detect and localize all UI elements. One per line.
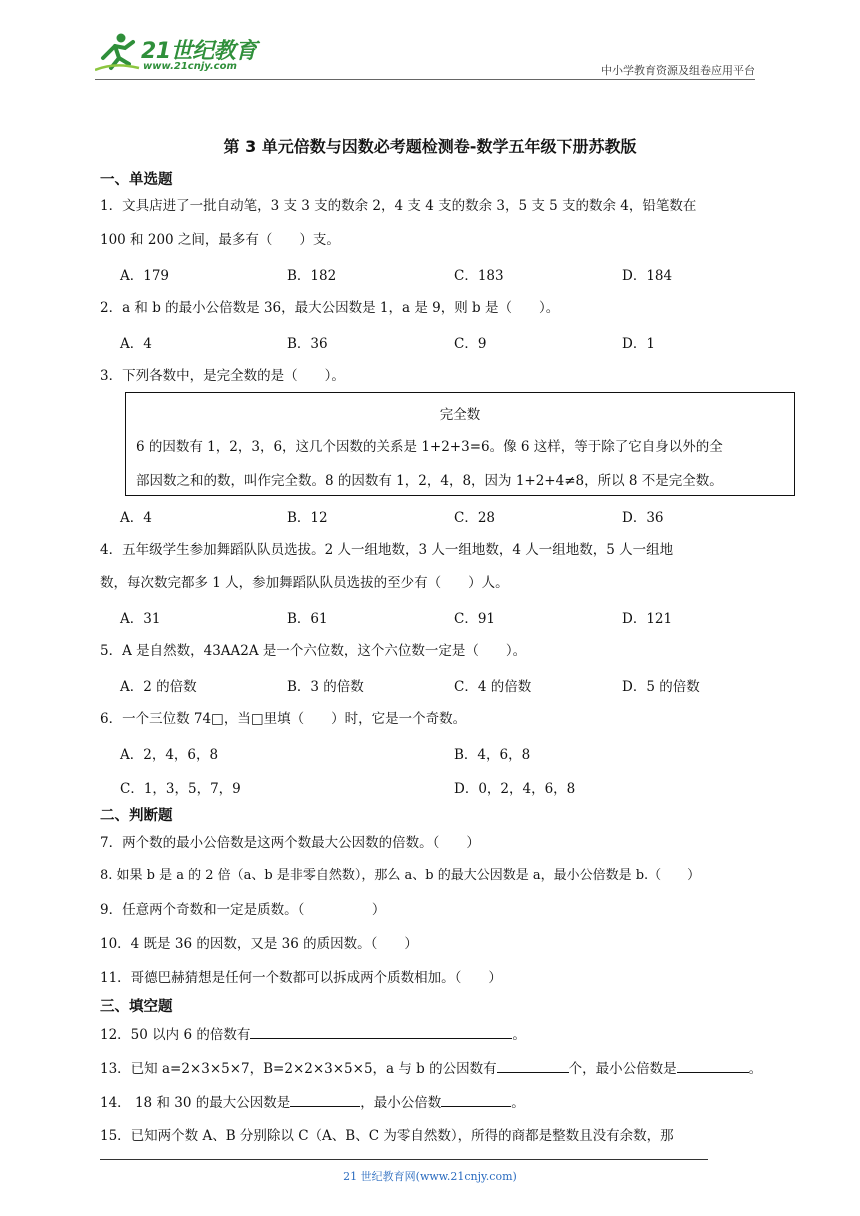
page-header (95, 30, 755, 80)
platform-name: 中小学教育资源及组卷应用平台 (601, 64, 755, 77)
question-14-end: 。 (511, 1095, 525, 1111)
info-box-title: 完全数 (439, 407, 481, 423)
question-7: 7．两个数的最小公倍数是这两个数最大公因数的倍数。（ ） (100, 835, 480, 851)
question-14-blank-2[interactable] (441, 1092, 511, 1107)
question-5-option-c[interactable]: C．4 的倍数 (454, 679, 532, 695)
question-13-text: 13．已知 a=2×3×5×7，B=2×2×3×5×5，a 与 b 的公因数有 (100, 1061, 497, 1077)
question-1-option-a[interactable]: A．179 (120, 268, 170, 284)
question-6-line-1: 6．一个三位数 74□，当□里填（ ）时，它是一个奇数。 (100, 711, 467, 727)
question-6-option-c[interactable]: C．1，3，5，7，9 (120, 781, 241, 797)
question-5-line-1: 5．A 是自然数，43AA2A 是一个六位数，这个六位数一定是（ ）。 (100, 643, 527, 659)
logo (95, 32, 265, 72)
question-8: 8. 如果 b 是 a 的 2 倍（a、b 是非零自然数），那么 a、b 的最大公因数是 a，最小公倍数是 b.（ ） (100, 868, 701, 883)
question-13-middle: 个，最小公倍数是 (568, 1061, 677, 1077)
question-12-blank[interactable] (250, 1024, 512, 1039)
logo-brand: 21世纪教育 (141, 39, 257, 64)
section-heading-fill-blank: 三、填空题 (100, 999, 173, 1015)
question-1-option-c[interactable]: C．183 (454, 268, 504, 284)
question-1-option-d[interactable]: D．184 (622, 268, 673, 284)
question-3-option-c[interactable]: C．28 (454, 510, 496, 526)
question-4-option-b[interactable]: B．61 (287, 611, 328, 627)
question-4-option-d[interactable]: D．121 (622, 611, 673, 627)
question-14 (100, 1092, 765, 1113)
question-1-line-2: 100 和 200 之间，最多有（ ）支。 (100, 232, 340, 248)
footer-divider (100, 1159, 708, 1160)
question-14-blank-1[interactable] (290, 1092, 360, 1107)
page-title: 第 3 单元倍数与因数必考题检测卷-数学五年级下册苏教版 (223, 137, 637, 156)
question-4-option-c[interactable]: C．91 (454, 611, 496, 627)
question-13-end: 。 (748, 1061, 763, 1077)
question-10: 10．4 既是 36 的因数，又是 36 的质因数。（ ） (100, 936, 418, 952)
question-14-middle: ，最小公倍数 (360, 1095, 442, 1111)
question-2-line-1: 2．a 和 b 的最小公倍数是 36，最大公因数是 1，a 是 9，则 b 是（ ）。 (100, 300, 560, 316)
info-box-line-1: 6 的因数有 1，2，3，6，这几个因数的关系是 1+2+3=6。像 6 这样，等于除了它自身以外的全 (136, 439, 723, 455)
runner-logo-icon (95, 32, 141, 72)
question-14-text: 14． 18 和 30 的最大公因数是 (100, 1095, 291, 1111)
question-1-option-b[interactable]: B．182 (287, 268, 337, 284)
question-1-line-1: 1．文具店进了一批自动笔，3 支 3 支的数余 2，4 支 4 支的数余 3，5 支 5 支的数余 4，铅笔数在 (100, 198, 697, 214)
question-13-blank-1[interactable] (497, 1058, 569, 1073)
footer-link[interactable]: 21 世纪教育网(www.21cnjy.com) (343, 1170, 517, 1183)
question-3-line-1: 3．下列各数中，是完全数的是（ ）。 (100, 368, 345, 384)
question-9: 9．任意两个奇数和一定是质数。（ ） (100, 902, 386, 918)
question-3-option-a[interactable]: A．4 (120, 510, 152, 526)
question-2-option-a[interactable]: A．4 (120, 336, 152, 352)
question-2-option-d[interactable]: D．1 (622, 336, 655, 352)
perfect-number-info-box (125, 392, 795, 496)
question-2-option-c[interactable]: C．9 (454, 336, 487, 352)
logo-url: www.21cnjy.com (143, 61, 237, 72)
question-3-option-d[interactable]: D．36 (622, 510, 664, 526)
question-4-line-2: 数，每次数完都多 1 人，参加舞蹈队队员选拔的至少有（ ）人。 (100, 575, 509, 591)
question-6-option-d[interactable]: D．0，2，4，6，8 (454, 781, 576, 797)
question-2-option-b[interactable]: B．36 (287, 336, 328, 352)
question-12 (100, 1024, 765, 1045)
section-heading-single-choice: 一、单选题 (100, 172, 173, 188)
question-5-option-b[interactable]: B．3 的倍数 (287, 679, 364, 695)
question-13-blank-2[interactable] (677, 1058, 749, 1073)
question-6-option-b[interactable]: B．4，6，8 (454, 747, 531, 763)
info-box-line-2: 部因数之和的数，叫作完全数。8 的因数有 1，2，4，8，因为 1+2+4≠8，所以 8 不是完全数。 (136, 473, 723, 489)
question-15-line-1: 15．已知两个数 A、B 分别除以 C（A、B、C 为零自然数），所得的商都是整数且没有余数，那 (100, 1128, 674, 1144)
question-12-text: 12．50 以内 6 的倍数有 (100, 1027, 251, 1043)
question-5-option-a[interactable]: A．2 的倍数 (120, 679, 197, 695)
question-5-option-d[interactable]: D．5 的倍数 (622, 679, 700, 695)
question-6-option-a[interactable]: A．2，4，6，8 (120, 747, 219, 763)
question-13 (100, 1058, 765, 1079)
section-heading-true-false: 二、判断题 (100, 808, 173, 824)
header-divider (95, 79, 755, 80)
question-4-line-1: 4．五年级学生参加舞蹈队队员选拔。2 人一组地数，3 人一组地数，4 人一组地数，5 人一组地 (100, 542, 674, 558)
question-3-option-b[interactable]: B．12 (287, 510, 328, 526)
question-11: 11．哥德巴赫猜想是任何一个数都可以拆成两个质数相加。（ ） (100, 970, 502, 986)
question-12-end: 。 (512, 1027, 526, 1043)
question-4-option-a[interactable]: A．31 (120, 611, 161, 627)
